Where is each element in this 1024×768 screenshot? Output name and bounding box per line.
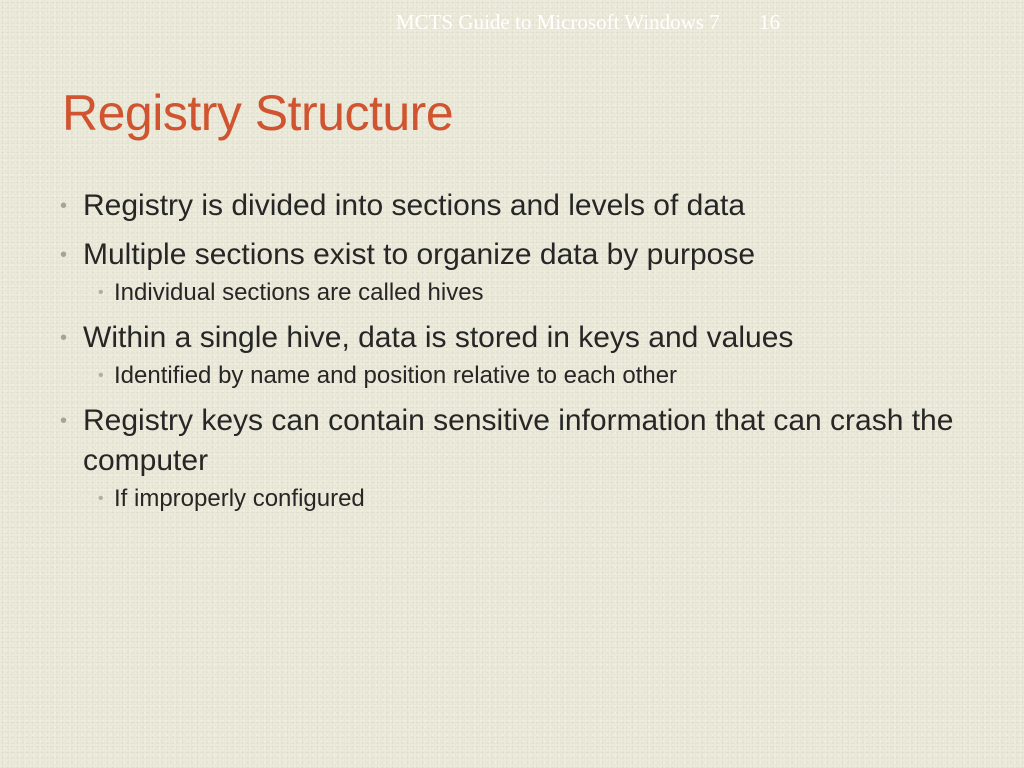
sub-bullet-text: Individual sections are called hives [114,279,484,306]
bullet-item [58,318,958,392]
sub-bullet-icon: • [98,284,104,301]
bullet-text: Registry keys can contain sensitive information that can crash the computer [83,404,954,477]
sub-bullet-icon: • [98,490,104,507]
bullet-icon: • [60,410,68,432]
sub-bullet-text: Identified by name and position relative to each other [114,362,678,389]
slide-body [58,186,958,524]
bullet-text: Multiple sections exist to organize data by purpose [83,238,756,271]
course-title: MCTS Guide to Microsoft Windows 7 [396,10,720,34]
slide-header [396,10,780,35]
sub-bullet-text: If improperly configured [114,485,365,512]
bullet-item [58,186,958,226]
bullet-item [58,401,958,515]
sub-bullet-item [83,277,958,309]
bullet-text: Within a single hive, data is stored in keys and values [83,321,794,354]
bullet-list [58,186,958,515]
sub-bullet-list [83,277,958,309]
bullet-icon: • [60,327,68,349]
sub-bullet-list [83,483,958,515]
sub-bullet-item [83,360,958,392]
bullet-icon: • [60,244,68,266]
slide-title: Registry Structure [62,85,454,141]
bullet-text: Registry is divided into sections and levels of data [83,189,746,222]
sub-bullet-list [83,360,958,392]
sub-bullet-item [83,483,958,515]
bullet-icon: • [60,195,68,217]
sub-bullet-icon: • [98,367,104,384]
bullet-item [58,235,958,309]
page-number: 16 [758,10,780,34]
